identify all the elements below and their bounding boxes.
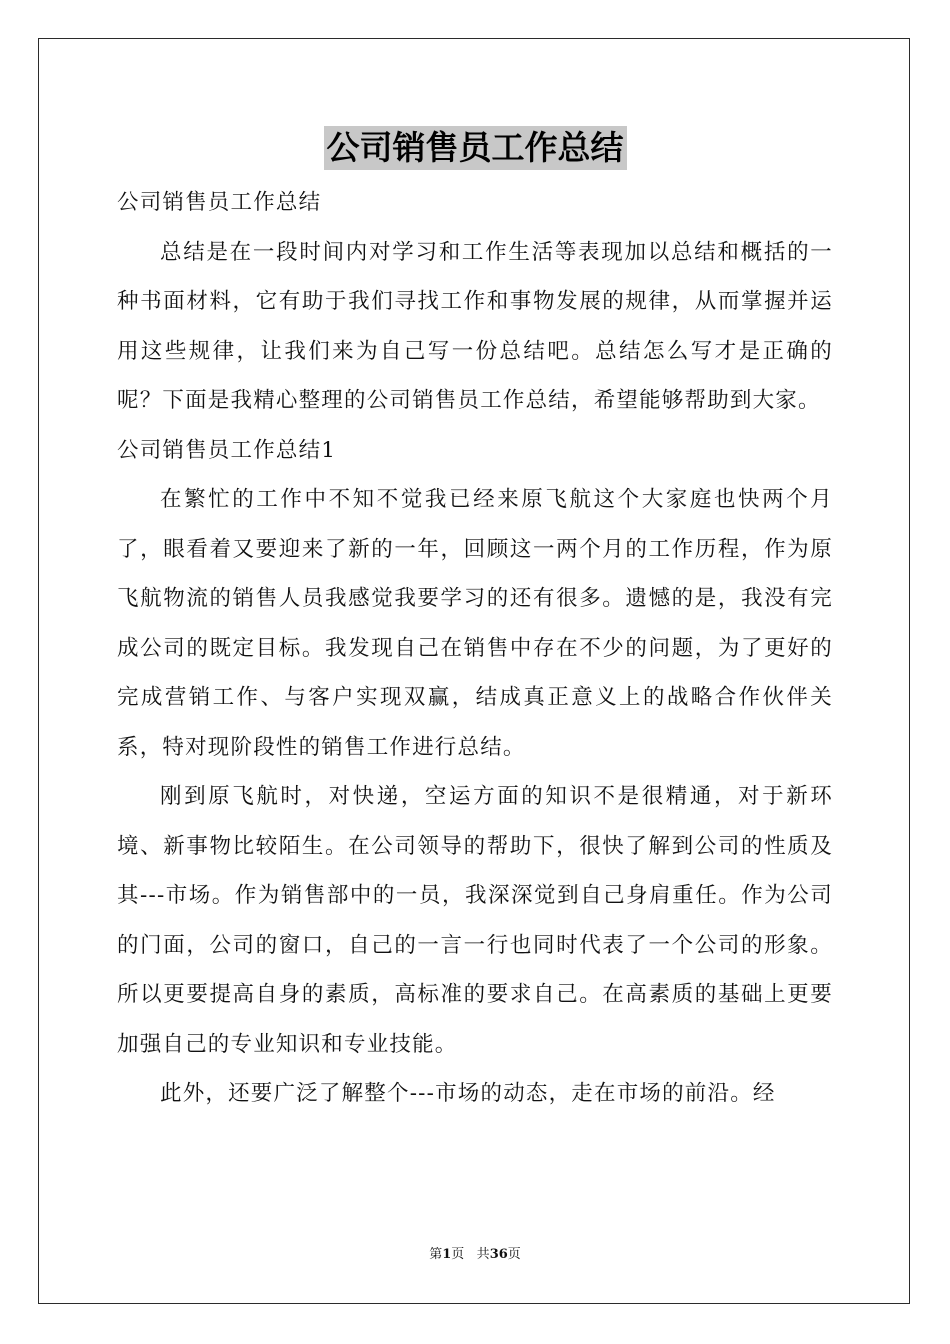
document-subtitle: 公司销售员工作总结 (117, 190, 322, 215)
document-body (117, 178, 833, 1119)
footer-prefix: 第 (429, 1247, 443, 1262)
footer-page-number: 1 (442, 1247, 452, 1262)
page-footer (0, 1246, 950, 1264)
body-paragraph: 此外，还要广泛了解整个---市场的动态，走在市场的前沿。经 (160, 1081, 776, 1106)
footer-total-pages: 36 (489, 1247, 508, 1262)
footer-page-unit: 页 (451, 1247, 465, 1262)
document-title: 公司销售员工作总结 (324, 126, 627, 170)
section-heading: 公司销售员工作总结1 (117, 437, 337, 463)
body-paragraph: 在繁忙的工作中不知不觉我已经来原飞航这个大家庭也快两个月了，眼看着又要迎来了新的一年，回顾这一两个月的工作历程，作为原飞航物流的销售人员我感觉我要学习的还有很多。遗憾的是，我没有完成公司的既定目标。我发现自己在销售中存在不少的问题，为了更好的完成营销工作、与客户实现双赢，结成真正意义上的战略合作伙伴关系，特对现阶段性的销售工作进行总结。 (117, 487, 833, 760)
intro-paragraph: 总结是在一段时间内对学习和工作生活等表现加以总结和概括的一种书面材料，它有助于我们寻找工作和事物发展的规律，从而掌握并运用这些规律，让我们来为自己写一份总结吧。总结怎么写才是正确的呢？下面是我精心整理的公司销售员工作总结，希望能够帮助到大家。 (117, 239, 833, 413)
title-container (0, 126, 950, 170)
footer-total-unit: 页 (507, 1247, 521, 1262)
footer-total-prefix: 共 (476, 1247, 490, 1262)
body-paragraph: 刚到原飞航时，对快递，空运方面的知识不是很精通，对于新环境、新事物比较陌生。在公司领导的帮助下，很快了解到公司的性质及其---市场。作为销售部中的一员，我深深觉到自己身肩重任。作为公司的门面，公司的窗口，自己的一言一行也同时代表了一个公司的形象。所以更要提高自身的素质，高标准的要求自己。在高素质的基础上更要加强自己的专业知识和专业技能。 (117, 784, 833, 1057)
